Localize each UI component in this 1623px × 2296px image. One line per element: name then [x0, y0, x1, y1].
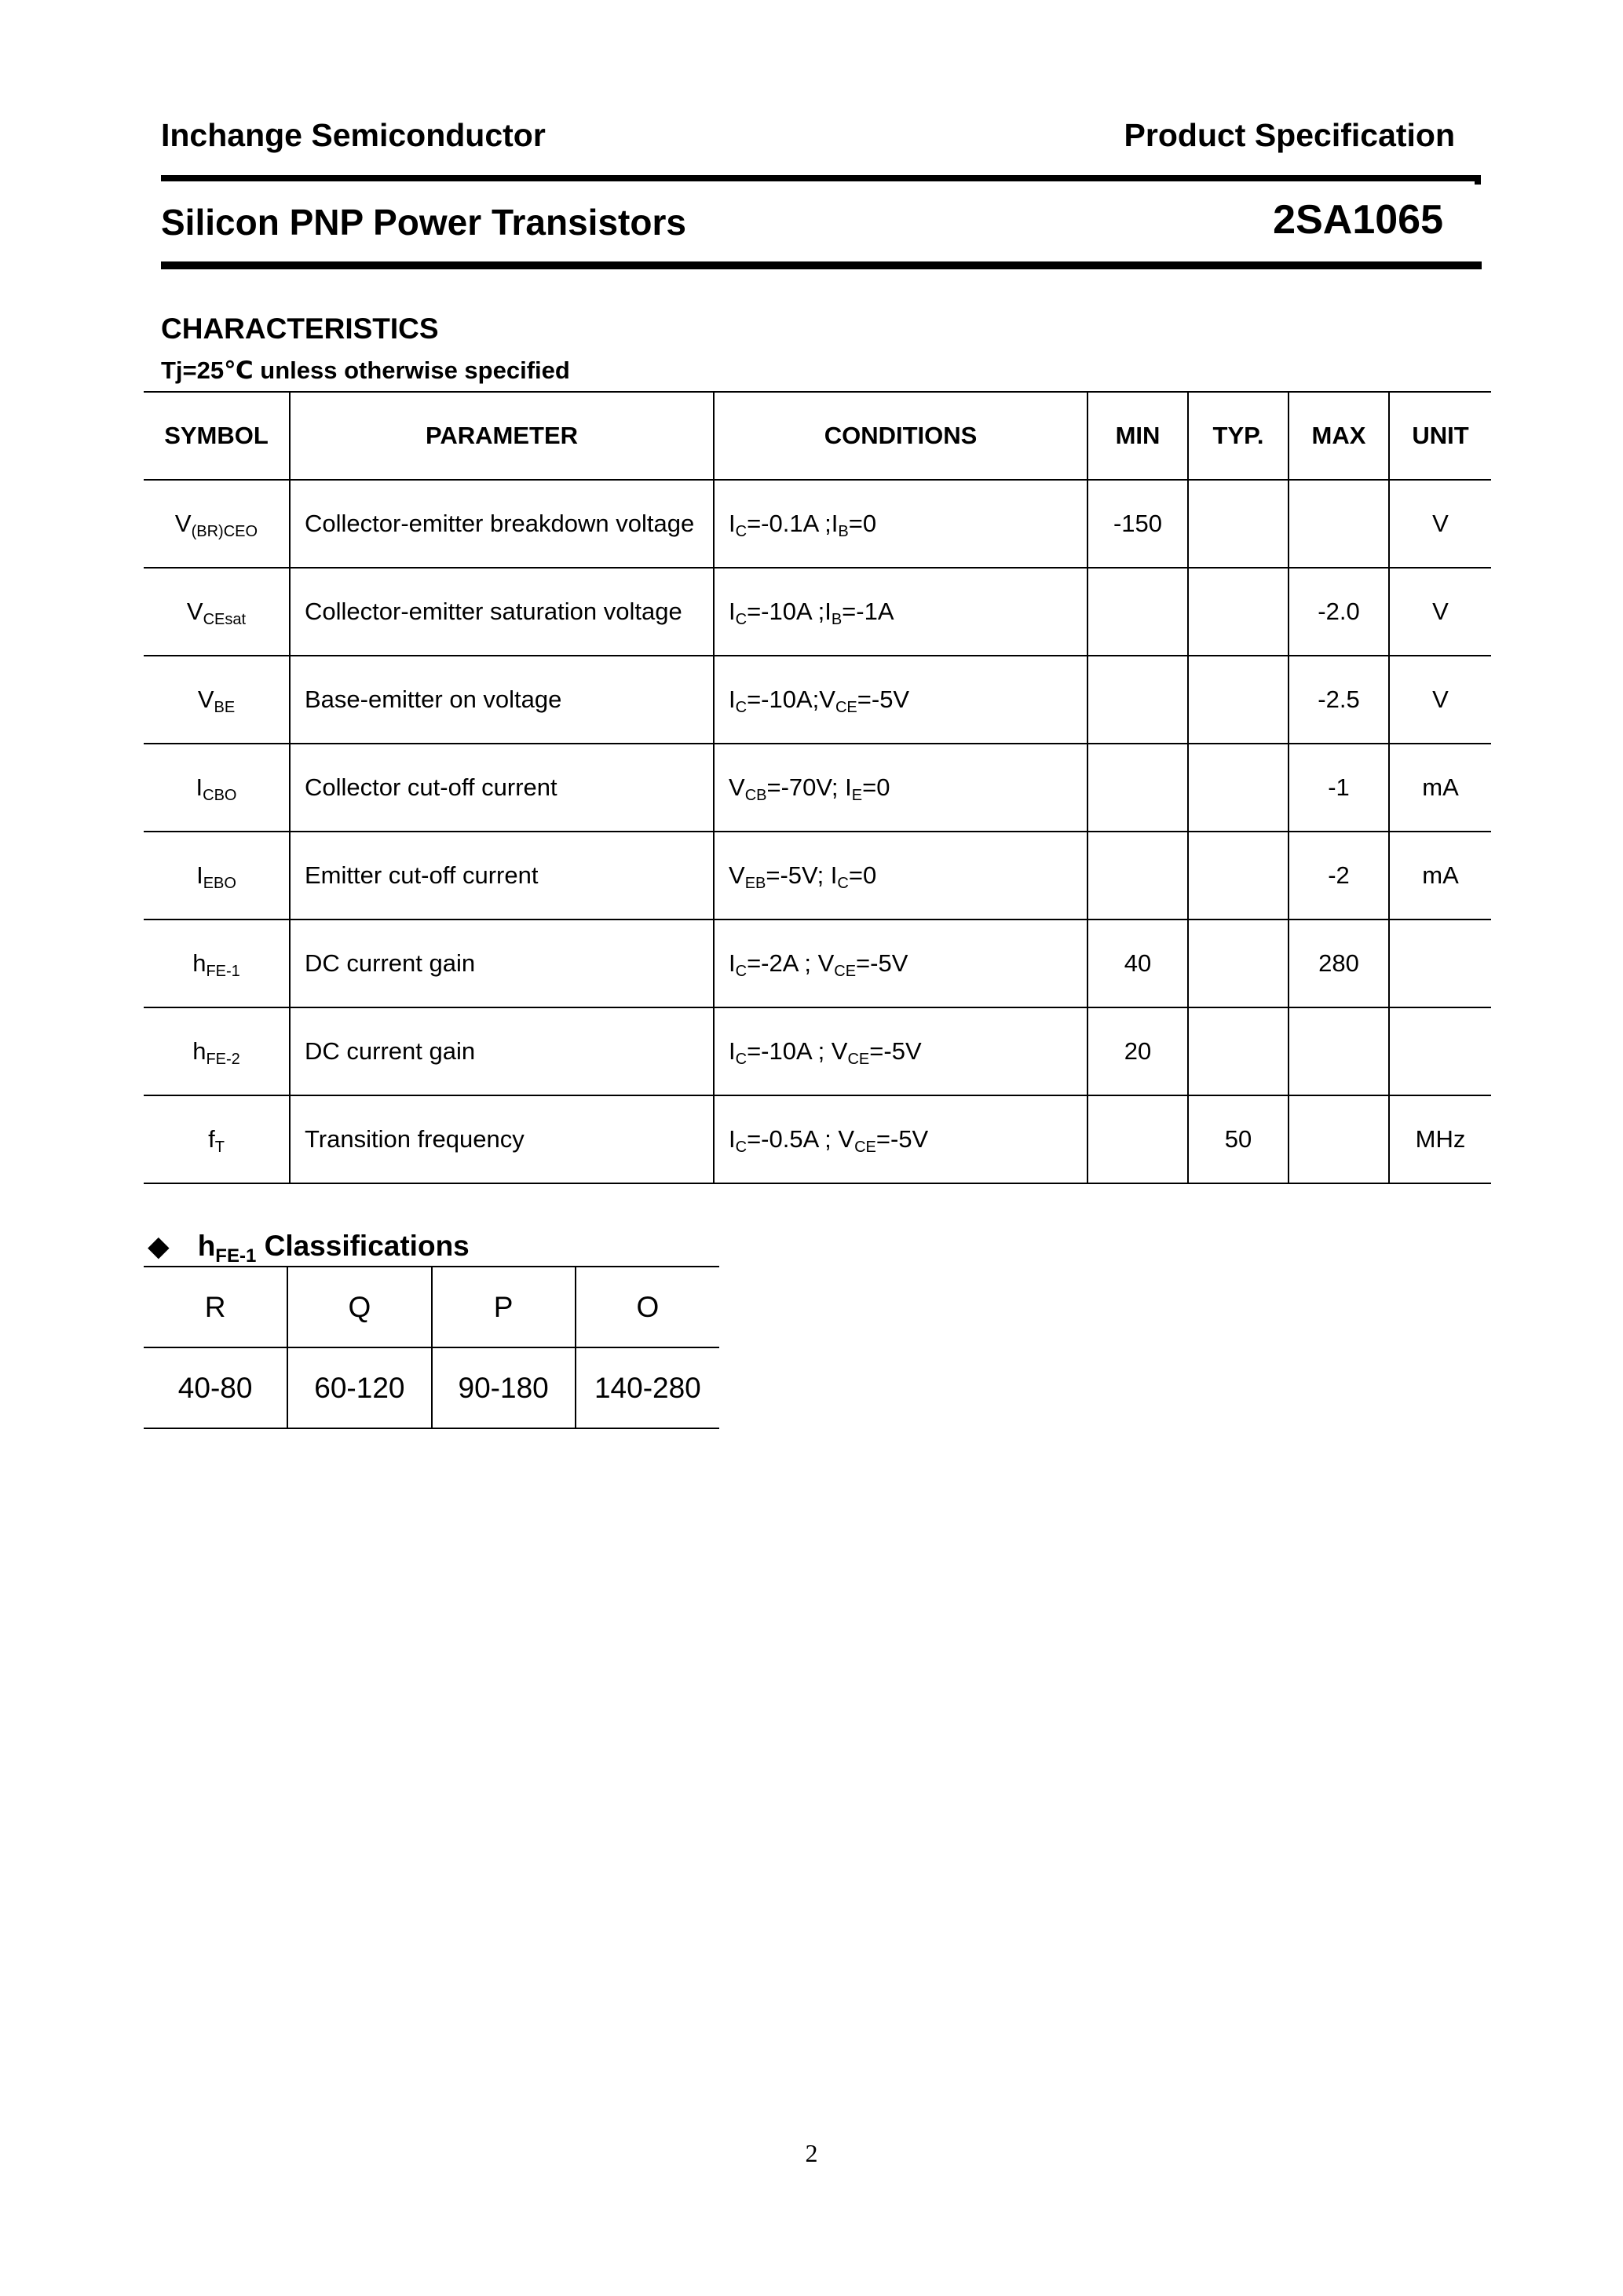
max-cell: 280: [1289, 919, 1389, 1007]
max-cell: [1289, 1095, 1389, 1183]
characteristics-title: CHARACTERISTICS: [161, 313, 439, 345]
unit-cell: MHz: [1389, 1095, 1491, 1183]
typ-cell: [1188, 1007, 1289, 1095]
parameter-cell: Collector-emitter saturation voltage: [290, 568, 714, 656]
symbol-cell: $V_{(BR)CEO}$: [144, 480, 290, 568]
conditions-cell: $V_{EB}=-5V$; $I_C=0$: [714, 832, 1087, 919]
column-header: PARAMETER: [290, 392, 714, 480]
symbol-cell: $I_{CBO}$: [144, 744, 290, 832]
header-rule-top-end: [1475, 175, 1481, 185]
conditions-cell: $I_C=-0.1A$ $;I_B=0$: [714, 480, 1087, 568]
classifications-title: [148, 1229, 470, 1267]
table-row: [144, 568, 1491, 656]
symbol-cell: $f_T$: [144, 1095, 290, 1183]
min-cell: [1087, 744, 1188, 832]
characteristics-table: [144, 391, 1491, 1184]
column-header: CONDITIONS: [714, 392, 1087, 480]
classifications-title-symbol: $h_{FE-1}$: [197, 1230, 257, 1267]
max-cell: [1289, 1007, 1389, 1095]
unit-cell: V: [1389, 656, 1491, 744]
max-cell: [1289, 480, 1389, 568]
column-header: UNIT: [1389, 392, 1491, 480]
table-row: [144, 1095, 1491, 1183]
classifications-table: [144, 1266, 719, 1429]
max-cell: -2.5: [1289, 656, 1389, 744]
characteristics-condition: Tj=25℃ unless otherwise specified: [161, 356, 570, 384]
unit-cell: V: [1389, 568, 1491, 656]
conditions-cell: $V_{CB}=-70V$; $I_E=0$: [714, 744, 1087, 832]
unit-cell: [1389, 919, 1491, 1007]
unit-cell: V: [1389, 480, 1491, 568]
min-cell: [1087, 832, 1188, 919]
parameter-cell: DC current gain: [290, 919, 714, 1007]
symbol-cell: $V_{CEsat}$: [144, 568, 290, 656]
parameter-cell: Base-emitter on voltage: [290, 656, 714, 744]
min-cell: [1087, 656, 1188, 744]
table-header-row: [144, 392, 1491, 480]
rank-cell: O: [576, 1267, 719, 1347]
typ-cell: [1188, 744, 1289, 832]
table-row: [144, 832, 1491, 919]
conditions-cell: $I_C=-10A$ $;I_B=-1A$: [714, 568, 1087, 656]
symbol-cell: $h_{FE-2}$: [144, 1007, 290, 1095]
diamond-bullet-icon: ◆: [148, 1229, 170, 1262]
page-number: 2: [805, 2139, 818, 2167]
unit-cell: mA: [1389, 744, 1491, 832]
typ-cell: [1188, 919, 1289, 1007]
min-cell: [1087, 1095, 1188, 1183]
range-cell: 60-120: [287, 1347, 431, 1428]
conditions-cell: $I_C=-0.5A$ ; $V_{CE}=-5V$: [714, 1095, 1087, 1183]
table-row: [144, 480, 1491, 568]
classifications-title-text: Classifications: [256, 1230, 470, 1262]
table-row: [144, 1007, 1491, 1095]
range-cell: 140-280: [576, 1347, 719, 1428]
parameter-cell: Emitter cut-off current: [290, 832, 714, 919]
min-cell: [1087, 568, 1188, 656]
parameter-cell: Collector-emitter breakdown voltage: [290, 480, 714, 568]
unit-cell: [1389, 1007, 1491, 1095]
column-header: MAX: [1289, 392, 1389, 480]
column-header: MIN: [1087, 392, 1188, 480]
column-header: TYP.: [1188, 392, 1289, 480]
part-number: 2SA1065: [1273, 197, 1443, 243]
range-cell: 90-180: [432, 1347, 576, 1428]
typ-cell: [1188, 568, 1289, 656]
symbol-cell: $I_{EBO}$: [144, 832, 290, 919]
symbol-cell: $h_{FE-1}$: [144, 919, 290, 1007]
table-row: [144, 656, 1491, 744]
conditions-cell: $I_C=-10A$ ; $V_{CE}=-5V$: [714, 1007, 1087, 1095]
typ-cell: [1188, 480, 1289, 568]
range-row: [144, 1347, 719, 1428]
rank-cell: R: [144, 1267, 287, 1347]
rank-row: [144, 1267, 719, 1347]
header-rule-top: [161, 175, 1480, 181]
conditions-cell: $I_C=-2A$ ; $V_{CE}=-5V$: [714, 919, 1087, 1007]
product-line: Silicon PNP Power Transistors: [161, 202, 686, 243]
parameter-cell: DC current gain: [290, 1007, 714, 1095]
range-cell: 40-80: [144, 1347, 287, 1428]
rank-cell: P: [432, 1267, 576, 1347]
max-cell: -1: [1289, 744, 1389, 832]
typ-cell: [1188, 832, 1289, 919]
column-header: SYMBOL: [144, 392, 290, 480]
min-cell: 20: [1087, 1007, 1188, 1095]
typ-cell: 50: [1188, 1095, 1289, 1183]
company-name: Inchange Semiconductor: [161, 117, 546, 153]
conditions-cell: $I_C=-10A;V_{CE}=-5V$: [714, 656, 1087, 744]
document-type: Product Specification: [1124, 117, 1455, 153]
max-cell: -2: [1289, 832, 1389, 919]
typ-cell: [1188, 656, 1289, 744]
min-cell: 40: [1087, 919, 1188, 1007]
table-row: [144, 744, 1491, 832]
table-row: [144, 919, 1491, 1007]
parameter-cell: Transition frequency: [290, 1095, 714, 1183]
unit-cell: mA: [1389, 832, 1491, 919]
symbol-cell: $V_{BE}$: [144, 656, 290, 744]
min-cell: -150: [1087, 480, 1188, 568]
header-rule-bottom: [161, 261, 1482, 269]
max-cell: -2.0: [1289, 568, 1389, 656]
parameter-cell: Collector cut-off current: [290, 744, 714, 832]
rank-cell: Q: [287, 1267, 431, 1347]
